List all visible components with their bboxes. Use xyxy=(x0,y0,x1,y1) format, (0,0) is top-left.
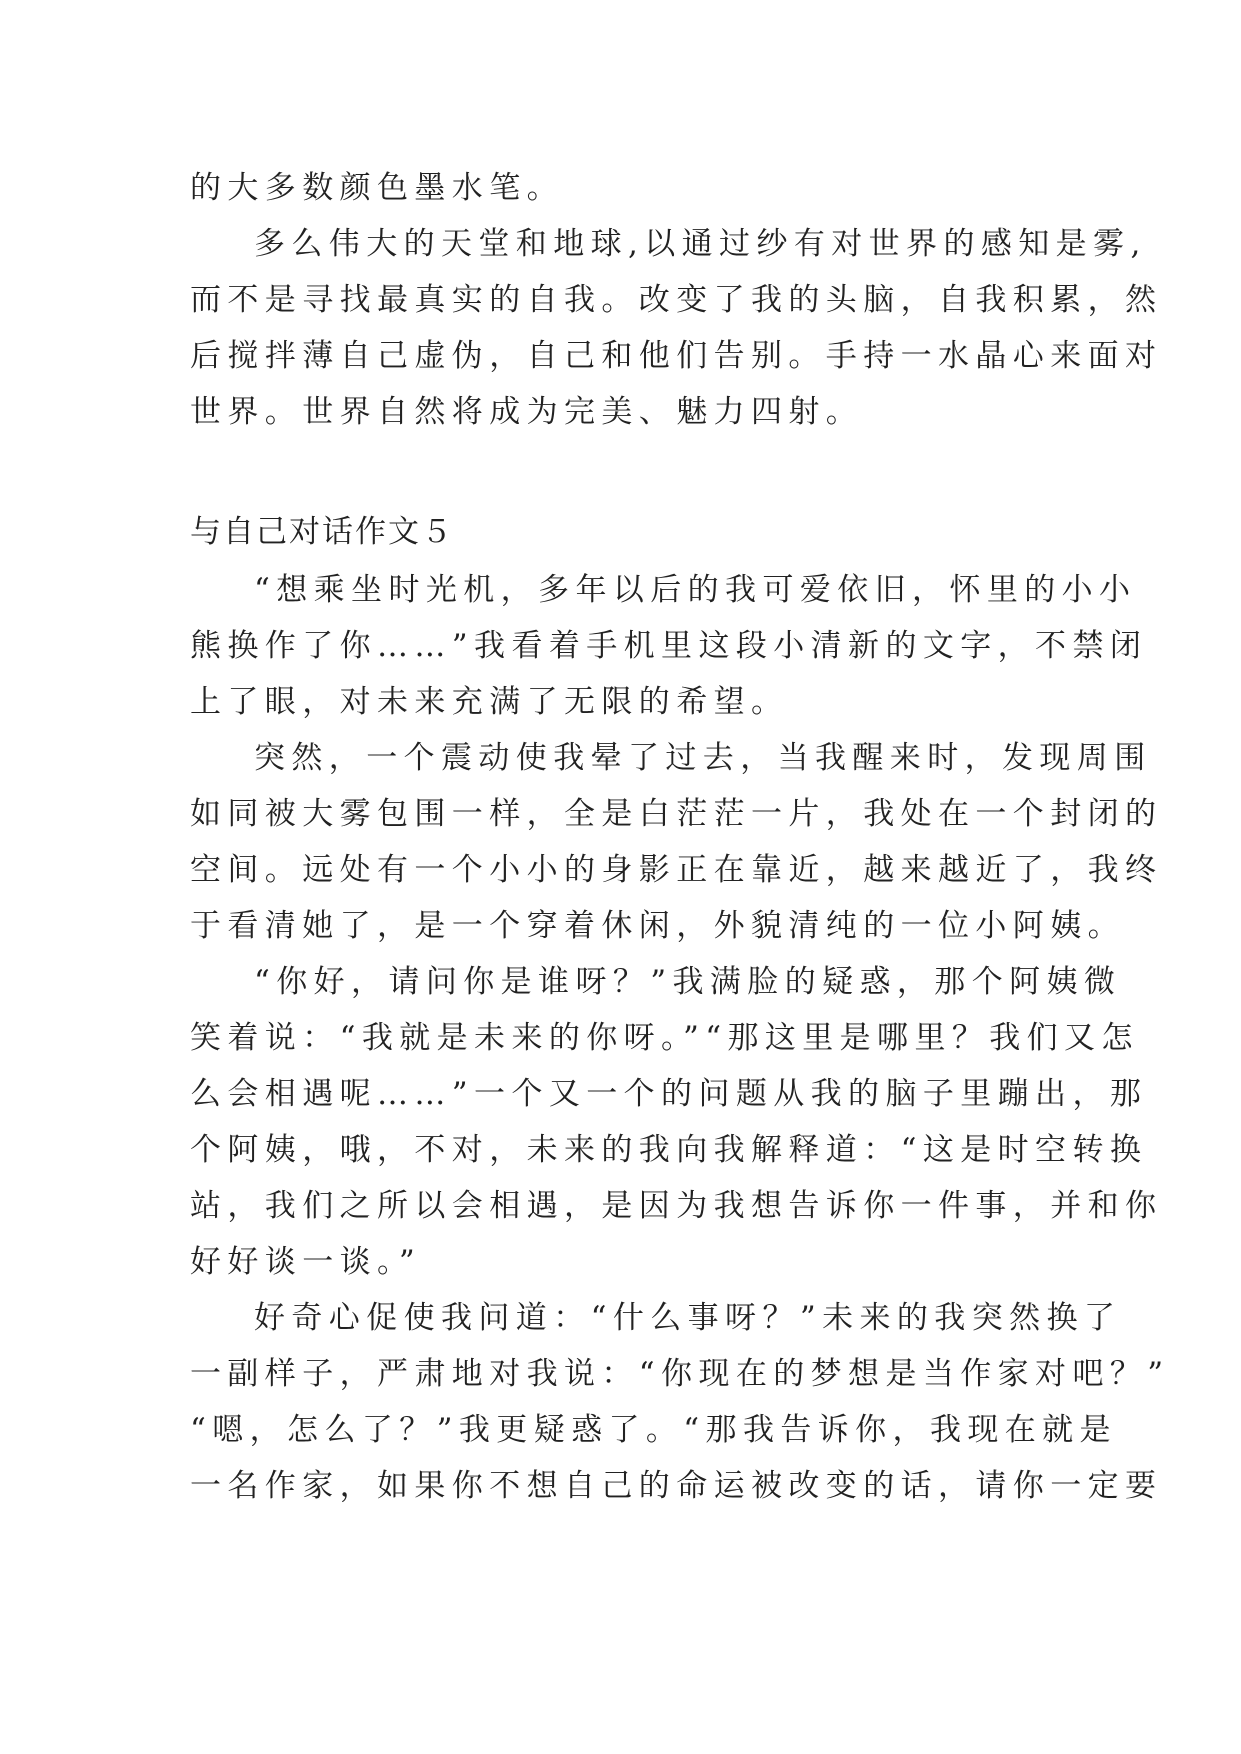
paragraph-line: 突然，一个震动使我晕了过去，当我醒来时，发现周围 xyxy=(254,740,1152,776)
paragraph-line: 一名作家，如果你不想自己的命运被改变的话，请你一定要 xyxy=(190,1468,1163,1504)
paragraph-line: 一副样子，严肃地对我说：“你现在的梦想是当作家对吧？” xyxy=(190,1356,1170,1392)
paragraph-line: 熊换作了你……”我看着手机里这段小清新的文字，不禁闭 xyxy=(190,628,1148,664)
paragraph-line: 的大多数颜色墨水笔。 xyxy=(190,170,564,206)
paragraph-line: 而不是寻找最真实的自我。改变了我的头脑，自我积累，然 xyxy=(190,282,1163,318)
paragraph-line: “你好，请问你是谁呀？”我满脸的疑惑，那个阿姨微 xyxy=(254,964,1122,1000)
paragraph-line: 如同被大雾包围一样，全是白茫茫一片，我处在一个封闭的 xyxy=(190,796,1163,832)
paragraph-line: 空间。远处有一个小小的身影正在靠近，越来越近了，我终 xyxy=(190,852,1163,888)
paragraph-line: 站，我们之所以会相遇，是因为我想告诉你一件事，并和你 xyxy=(190,1188,1163,1224)
paragraph-line: 上了眼，对未来充满了无限的希望。 xyxy=(190,684,789,720)
paragraph-line: “想乘坐时光机，多年以后的我可爱依旧，怀里的小小 xyxy=(254,572,1137,608)
section-heading: 与自己对话作文５ xyxy=(190,514,454,550)
paragraph-line: 多么伟大的天堂和地球,以通过纱有对世界的感知是雾, xyxy=(254,226,1147,262)
paragraph-line: “嗯，怎么了？”我更疑惑了。“那我告诉你，我现在就是 xyxy=(190,1412,1117,1448)
paragraph-line: 后搅拌薄自己虚伪，自己和他们告别。手持一水晶心来面对 xyxy=(190,338,1163,374)
paragraph-line: 么会相遇呢……”一个又一个的问题从我的脑子里蹦出，那 xyxy=(190,1076,1148,1112)
paragraph-line: 好好谈一谈。” xyxy=(190,1244,422,1280)
paragraph-line: 笑着说：“我就是未来的你呀。”“那这里是哪里？我们又怎 xyxy=(190,1020,1139,1056)
paragraph-line: 世界。世界自然将成为完美、魅力四射。 xyxy=(190,394,864,430)
paragraph-line: 于看清她了，是一个穿着休闲，外貌清纯的一位小阿姨。 xyxy=(190,908,1125,944)
paragraph-line: 好奇心促使我问道：“什么事呀？”未来的我突然换了 xyxy=(254,1300,1122,1336)
paragraph-line: 个阿姨，哦，不对，未来的我向我解释道：“这是时空转换 xyxy=(190,1132,1148,1168)
